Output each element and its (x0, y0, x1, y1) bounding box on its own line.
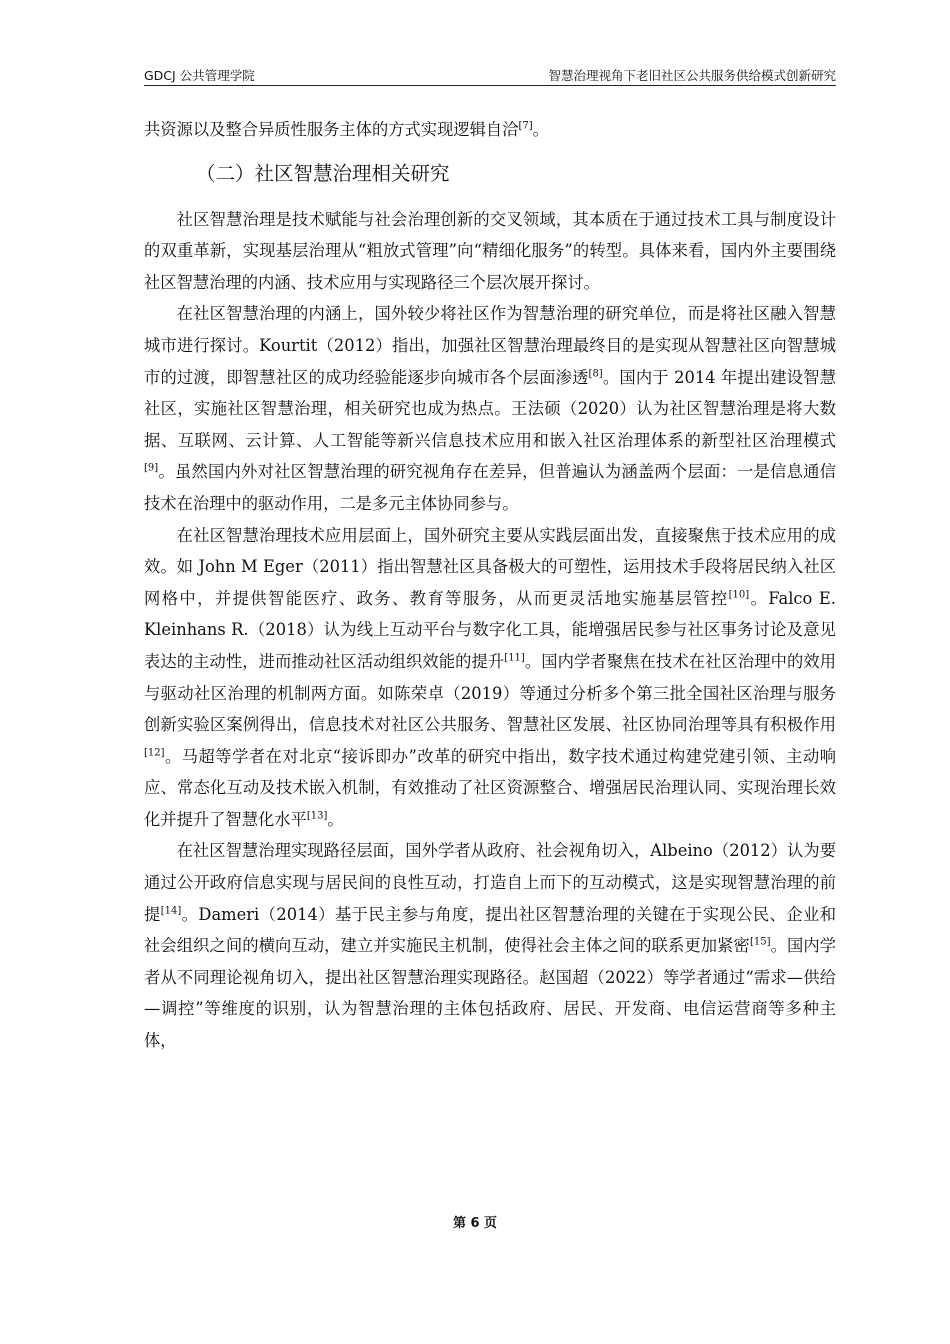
citation: [13] (306, 810, 328, 822)
paragraph: 在社区智慧治理实现路径层面，国外学者从政府、社会视角切入，Albeino（2012）认为要通过公开政府信息实现与居民间的良性互动，打造自上而下的互动模式，这是实现智慧治理的前提[14]。Dameri（2014）基于民主参与角度，提出社区智慧治理的关键在于实现公民、企业和社会组织之间的横向互动，建立并实施民主机制，使得社会主体之间的联系更加紧密[15]。国内学者从不同理论视角切入，提出社区智慧治理实现路径。赵国超（2022）等学者通过“需求—供给—调控”等维度的识别，认为智慧治理的主体包括政府、居民、开发商、电信运营商等多种主体， (144, 841, 836, 1051)
citation: [10] (728, 589, 750, 601)
section-heading: （二）社区智慧治理相关研究 (196, 161, 450, 185)
page-number: 第 6 页 (452, 1216, 498, 1231)
citation: [14] (160, 905, 182, 917)
citation: [8] (588, 368, 603, 380)
citation: [11] (504, 652, 525, 664)
citation: [9] (144, 462, 159, 474)
header-thesis-title: 智慧治理视角下老旧社区公共服务供给模式创新研究 (548, 68, 836, 83)
paragraph-continued: 共资源以及整合异质性服务主体的方式实现逻辑自洽[7]。 (144, 120, 549, 139)
citation: [7] (518, 120, 533, 132)
citation: [15] (749, 936, 771, 948)
page-header (144, 66, 836, 86)
paragraph: 在社区智慧治理技术应用层面上，国外研究主要从实践层面出发，直接聚焦于技术应用的成效。如 John M Eger（2011）指出智慧社区具备极大的可塑性，运用技术手段将居民纳入社区网格中，并提供智能医疗、政务、教育等服务，从而更灵活地实施基层管控[10]。Falco E. Kleinhans R.（2018）认为线上互动平台与数字化工具，能增强居民参与社区事务讨论及意见表达的主动性，进而推动社区活动组织效能的提升[11]。国内学者聚焦在技术在社区治理中的效用与驱动社区治理的机制两方面。如陈荣卓（2019）等通过分析多个第三批全国社区治理与服务创新实验区案例得出，信息技术对社区公共服务、智慧社区发展、社区协同治理等具有积极作用[12]。马超等学者在对北京“接诉即办”改革的研究中指出，数字技术通过构建党建引领、主动响应、常态化互动及技术嵌入机制，有效推动了社区资源整合、增强居民治理认同、实现治理长效化并提升了智慧化水平[13]。 (144, 525, 836, 829)
header-institution: GDCJ 公共管理学院 (144, 68, 255, 83)
paragraph: 在社区智慧治理的内涵上，国外较少将社区作为智慧治理的研究单位，而是将社区融入智慧城市进行探讨。Kourtit（2012）指出，加强社区智慧治理最终目的是实现从智慧社区向智慧城市的过渡，即智慧社区的成功经验能逐步向城市各个层面渗透[8]。国内于 2014 年提出建设智慧社区，实施社区智慧治理，相关研究也成为热点。王法硕（2020）认为社区智慧治理是将大数据、互联网、云计算、人工智能等新兴信息技术应用和嵌入社区治理体系的新型社区治理模式[9]。虽然国内外对社区智慧治理的研究视角存在差异，但普遍认为涵盖两个层面：一是信息通信技术在治理中的驱动作用，二是多元主体协同参与。 (144, 304, 836, 513)
paragraph: 社区智慧治理是技术赋能与社会治理创新的交叉领域，其本质在于通过技术工具与制度设计的双重革新，实现基层治理从“粗放式管理”向“精细化服务”的转型。具体来看，国内外主要围绕社区智慧治理的内涵、技术应用与实现路径三个层次展开探讨。 (144, 209, 836, 292)
main-body (144, 114, 836, 1057)
citation: [12] (144, 747, 165, 759)
